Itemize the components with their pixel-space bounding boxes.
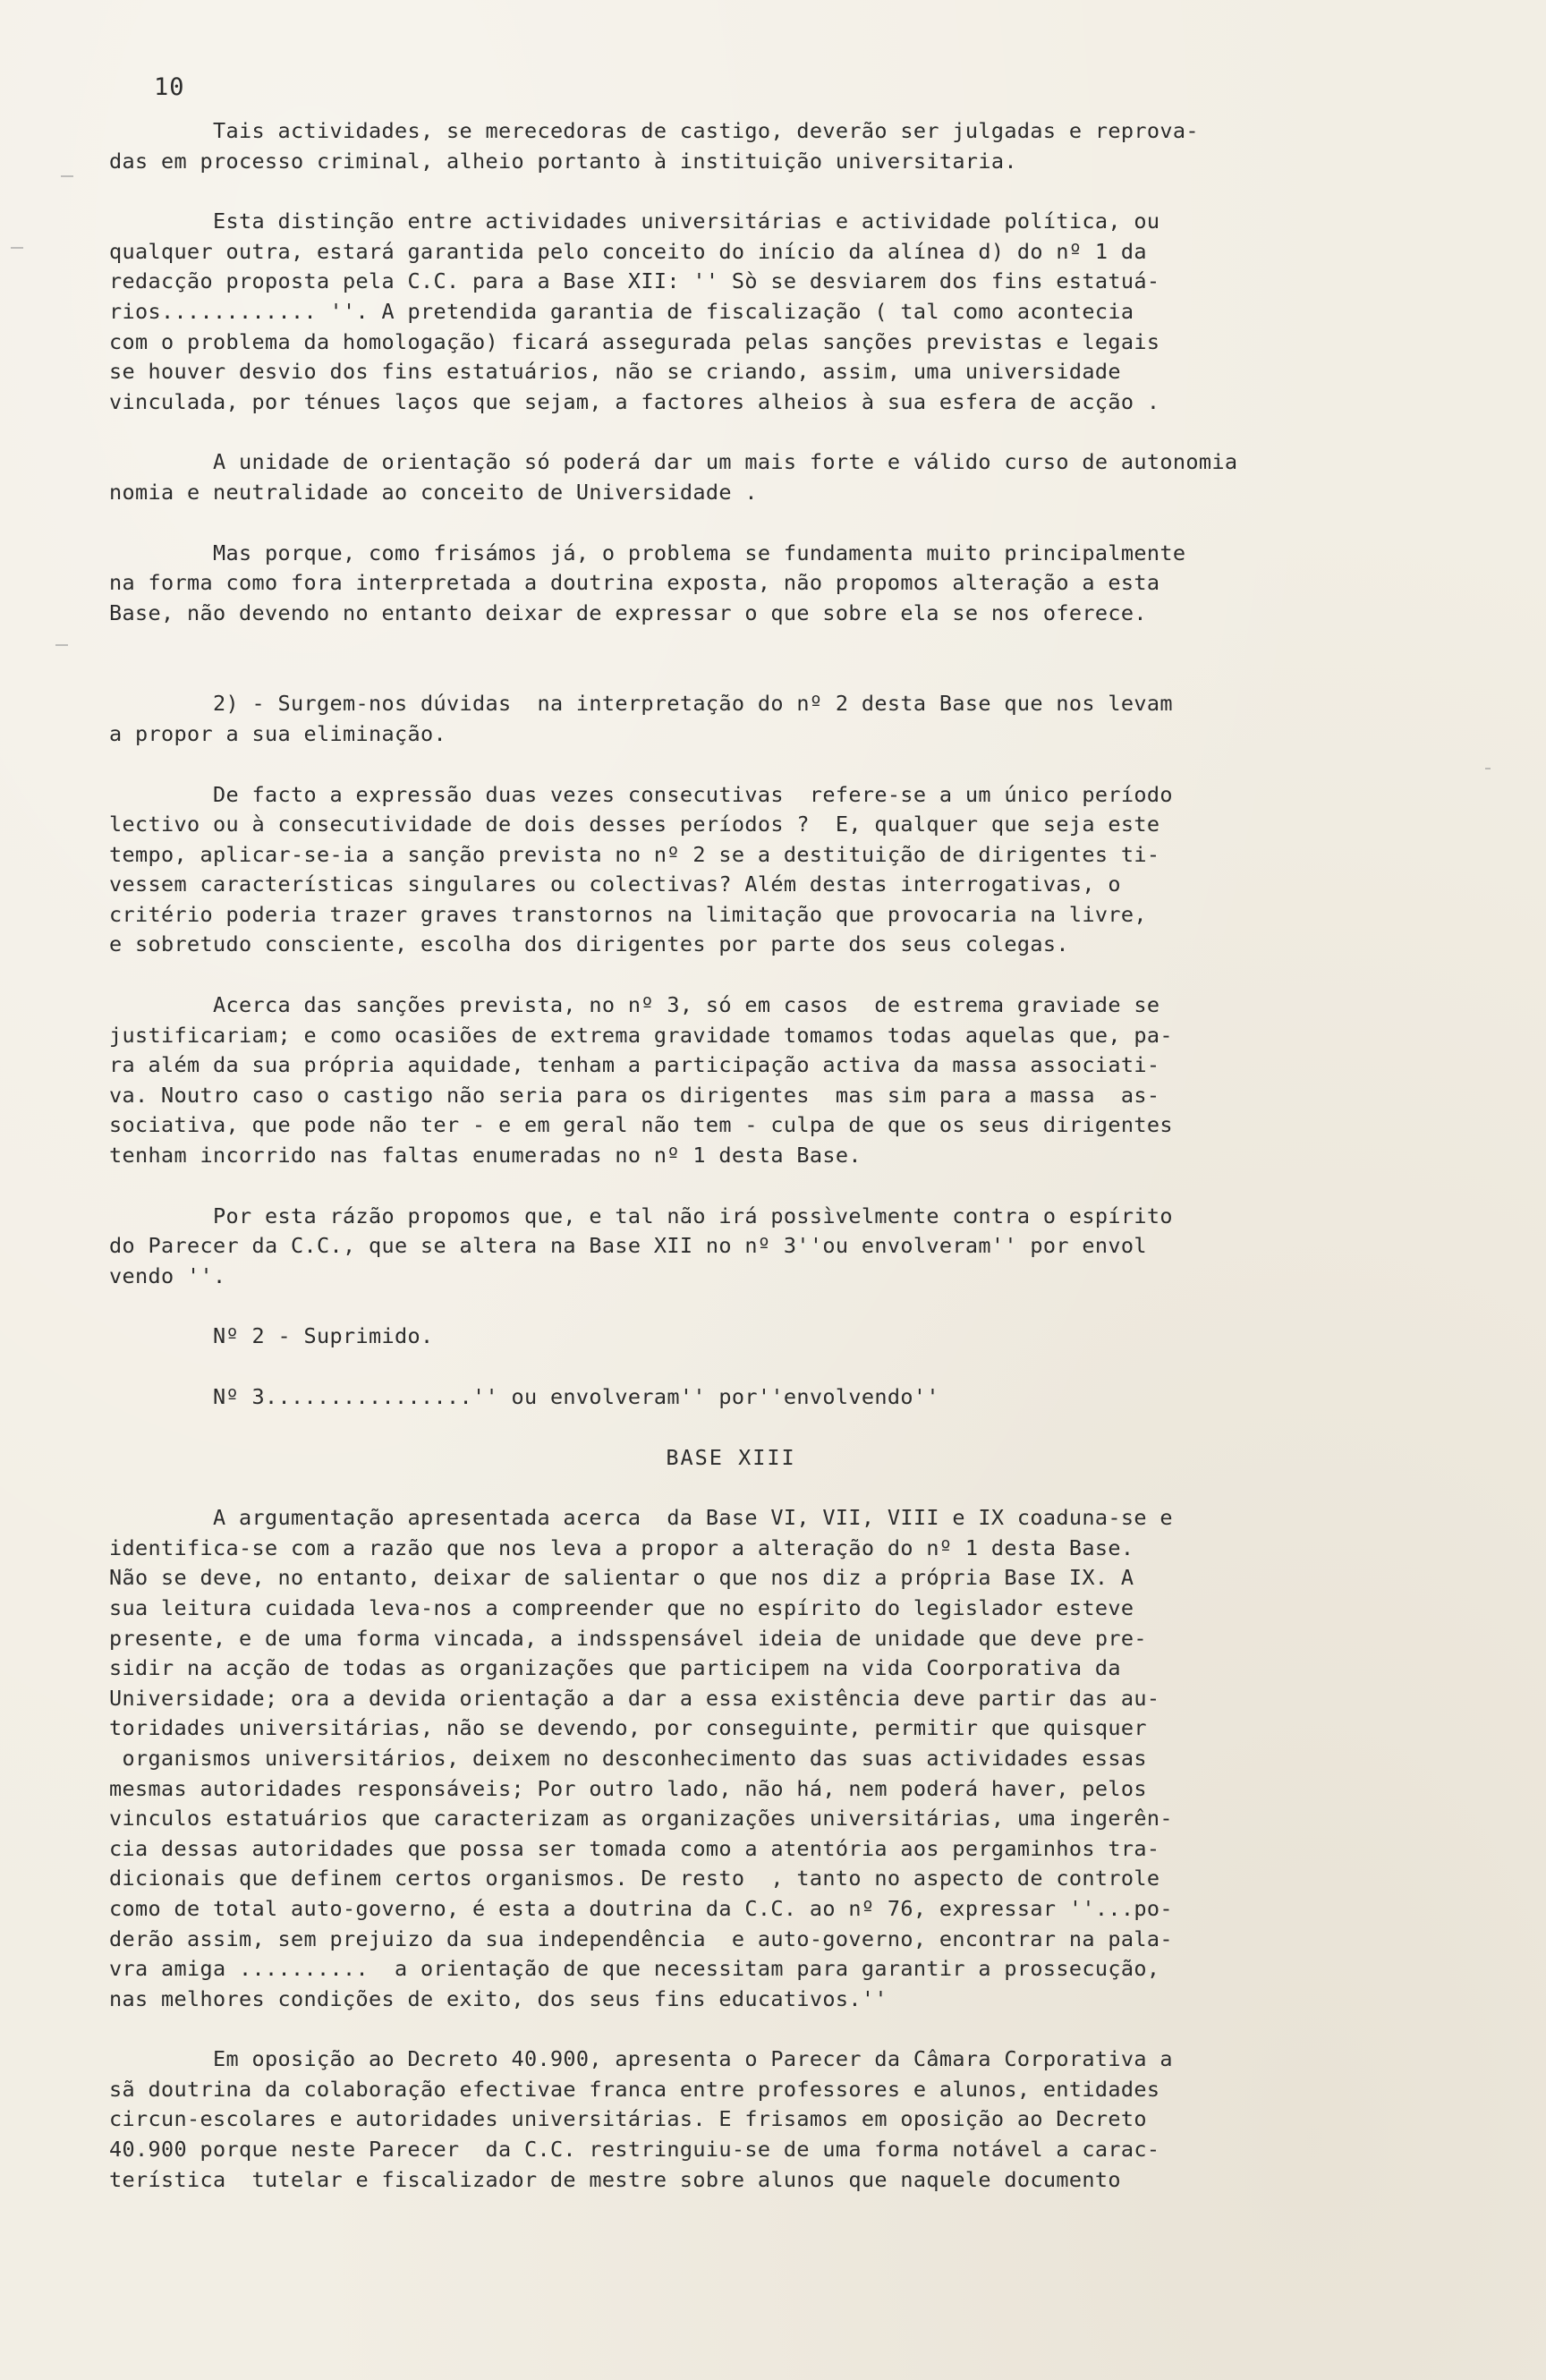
text-line: ra além da sua própria aquidade, tenham a participação activa da massa associati- — [109, 1052, 1160, 1078]
text-line: justificariam; e como ocasiões de extrema gravidade tomamos todas aquelas que, pa- — [109, 1022, 1173, 1048]
text-line: vessem características singulares ou colectivas? Além destas interrogativas, o — [109, 871, 1121, 897]
paragraph — [109, 447, 1353, 507]
paragraph-gap — [109, 508, 1353, 539]
paragraph — [109, 689, 1353, 749]
text-line: derão assim, sem prejuizo da sua independência e auto-governo, encontrar na pala- — [109, 1925, 1173, 1951]
text-line: rios............ ''. A pretendida garantia de fiscalização ( tal como acontecia — [109, 298, 1134, 324]
text-line: com o problema da homologação) ficará assegurada pelas sanções previstas e legais — [109, 328, 1160, 354]
paragraph-gap — [109, 1473, 1353, 1503]
paragraph — [109, 1322, 1353, 1352]
text-line: vinculos estatuários que caracterizam as organizações universitárias, uma ingerên- — [109, 1806, 1173, 1832]
paragraph-gap — [109, 960, 1353, 990]
paragraph-gap — [109, 750, 1353, 780]
text-line: vra amiga .......... a orientação de que necessitam para garantir a prossecução, — [109, 1956, 1160, 1982]
text-line: lectivo ou à consecutividade de dois desses períodos ? E, qualquer que seja este — [109, 812, 1160, 837]
margin-mark — [1485, 768, 1491, 769]
document-body — [109, 116, 1353, 2195]
paragraph-gap — [109, 1291, 1353, 1322]
text-line: 2) - Surgem-nos dúvidas na interpretação do nº 2 desta Base que nos levam — [109, 691, 1173, 717]
paragraph — [109, 990, 1353, 1171]
paragraph — [109, 780, 1353, 961]
text-line: Mas porque, como frisámos já, o problema se fundamenta muito principalmente — [109, 540, 1186, 565]
text-line: tenham incorrido nas faltas enumeradas no nº 1 desta Base. — [109, 1143, 862, 1169]
text-line: sã doutrina da colaboração efectivae franca entre professores e alunos, entidades — [109, 2076, 1160, 2102]
text-line: e sobretudo consciente, escolha dos dirigentes por parte dos seus colegas. — [109, 931, 1069, 957]
text-line: Por esta rázão propomos que, e tal não irá possìvelmente contra o espírito — [109, 1203, 1173, 1228]
text-line: tempo, aplicar-se-ia a sanção prevista no nº 2 se a destituição de dirigentes ti- — [109, 841, 1160, 867]
section-heading — [109, 1443, 1353, 1474]
margin-mark — [11, 247, 23, 249]
text-line: como de total auto-governo, é esta a doutrina da C.C. ao nº 76, expressar ''...po- — [109, 1895, 1173, 1921]
text-line: cia dessas autoridades que possa ser tomada como a atentória aos pergaminhos tra- — [109, 1835, 1160, 1861]
paragraph-gap — [109, 628, 1353, 689]
text-line: Esta distinção entre actividades universitárias e actividade política, ou — [109, 208, 1160, 234]
text-line: presente, e de uma forma vincada, a indsspensável ideia de unidade que deve pre- — [109, 1625, 1147, 1651]
paragraph — [109, 1382, 1353, 1413]
text-line: nomia e neutralidade ao conceito de Universidade . — [109, 479, 758, 505]
text-line: vendo ''. — [109, 1262, 226, 1288]
text-line: Acerca das sanções prevista, no nº 3, só em casos de estrema graviade se — [109, 992, 1160, 1018]
text-line: das em processo criminal, alheio portanto à instituição universitaria. — [109, 148, 1017, 174]
text-line: sua leitura cuidada leva-nos a compreender que no espírito do legislador esteve — [109, 1594, 1134, 1620]
paragraph-gap — [109, 1171, 1353, 1202]
text-line: BASE XIII — [666, 1444, 796, 1470]
text-line: do Parecer da C.C., que se altera na Base XII no nº 3''ou envolveram'' por envol — [109, 1233, 1147, 1259]
paragraph-gap — [109, 1352, 1353, 1382]
text-line: terística tutelar e fiscalizador de mestre sobre alunos que naquele documento — [109, 2166, 1121, 2192]
text-line: organismos universitários, deixem no desconhecimento das suas actividades essas — [109, 1745, 1147, 1771]
text-line: toridades universitárias, não se devendo, por conseguinte, permitir que quisquer — [109, 1715, 1147, 1741]
text-line: va. Noutro caso o castigo não seria para os dirigentes mas sim para a massa as- — [109, 1082, 1160, 1108]
text-line: Universidade; ora a devida orientação a dar a essa existência deve partir das au- — [109, 1685, 1160, 1711]
paragraph-gap — [109, 2014, 1353, 2044]
text-line: nas melhores condições de exito, dos seus fins educativos.'' — [109, 1985, 888, 2011]
paragraph-gap — [109, 176, 1353, 207]
paragraph-gap — [109, 417, 1353, 447]
page-number: 10 — [154, 73, 185, 101]
text-line: Não se deve, no entanto, deixar de salientar o que nos diz a própria Base IX. A — [109, 1565, 1134, 1591]
text-line: Base, não devendo no entanto deixar de expressar o que sobre ela se nos oferece. — [109, 599, 1147, 625]
text-line: a propor a sua eliminação. — [109, 720, 446, 746]
text-line: mesmas autoridades responsáveis; Por outro lado, não há, nem poderá haver, pelos — [109, 1775, 1147, 1801]
text-line: Em oposição ao Decreto 40.900, apresenta o Parecer da Câmara Corporativa a — [109, 2046, 1173, 2072]
text-line: Nº 3................'' ou envolveram'' por''envolvendo'' — [109, 1384, 939, 1409]
text-line: A argumentação apresentada acerca da Base VI, VII, VIII e IX coaduna-se e — [109, 1505, 1173, 1531]
text-line: Nº 2 - Suprimido. — [109, 1323, 434, 1349]
paragraph — [109, 2044, 1353, 2195]
paragraph — [109, 116, 1353, 176]
paragraph — [109, 1202, 1353, 1292]
text-line: circun-escolares e autoridades universitárias. E frisamos em oposição ao Decreto — [109, 2106, 1147, 2132]
text-line: De facto a expressão duas vezes consecutivas refere-se a um único período — [109, 781, 1173, 807]
text-line: A unidade de orientação só poderá dar um mais forte e válido curso de autonomia — [109, 449, 1238, 475]
text-line: critério poderia trazer graves transtornos na limitação que provocaria na livre, — [109, 901, 1147, 927]
paragraph — [109, 1503, 1353, 2014]
paragraph — [109, 207, 1353, 417]
text-line: sociativa, que pode não ter - e em geral não tem - culpa de que os seus dirigentes — [109, 1112, 1173, 1138]
paragraph — [109, 539, 1353, 629]
paragraph-gap — [109, 1413, 1353, 1443]
margin-mark — [61, 175, 73, 177]
text-line: identifica-se com a razão que nos leva a propor a alteração do nº 1 desta Base. — [109, 1534, 1134, 1560]
text-line: vinculada, por ténues laços que sejam, a factores alheios à sua esfera de acção . — [109, 388, 1160, 414]
text-line: qualquer outra, estará garantida pelo conceito do início da alínea d) do nº 1 da — [109, 238, 1147, 264]
text-line: sidir na acção de todas as organizações que participem na vida Coorporativa da — [109, 1655, 1121, 1681]
text-line: se houver desvio dos fins estatuários, não se criando, assim, uma universidade — [109, 359, 1121, 385]
text-line: Tais actividades, se merecedoras de castigo, deverão ser julgadas e reprova- — [109, 118, 1199, 143]
text-line: dicionais que definem certos organismos. De resto , tanto no aspecto de controle — [109, 1866, 1160, 1891]
margin-mark — [55, 644, 68, 646]
text-line: redacção proposta pela C.C. para a Base XII: '' Sò se desviarem dos fins estatuá- — [109, 268, 1160, 294]
text-line: na forma como fora interpretada a doutrina exposta, não propomos alteração a esta — [109, 570, 1160, 596]
text-line: 40.900 porque neste Parecer da C.C. restringuiu-se de uma forma notável a carac- — [109, 2137, 1160, 2163]
